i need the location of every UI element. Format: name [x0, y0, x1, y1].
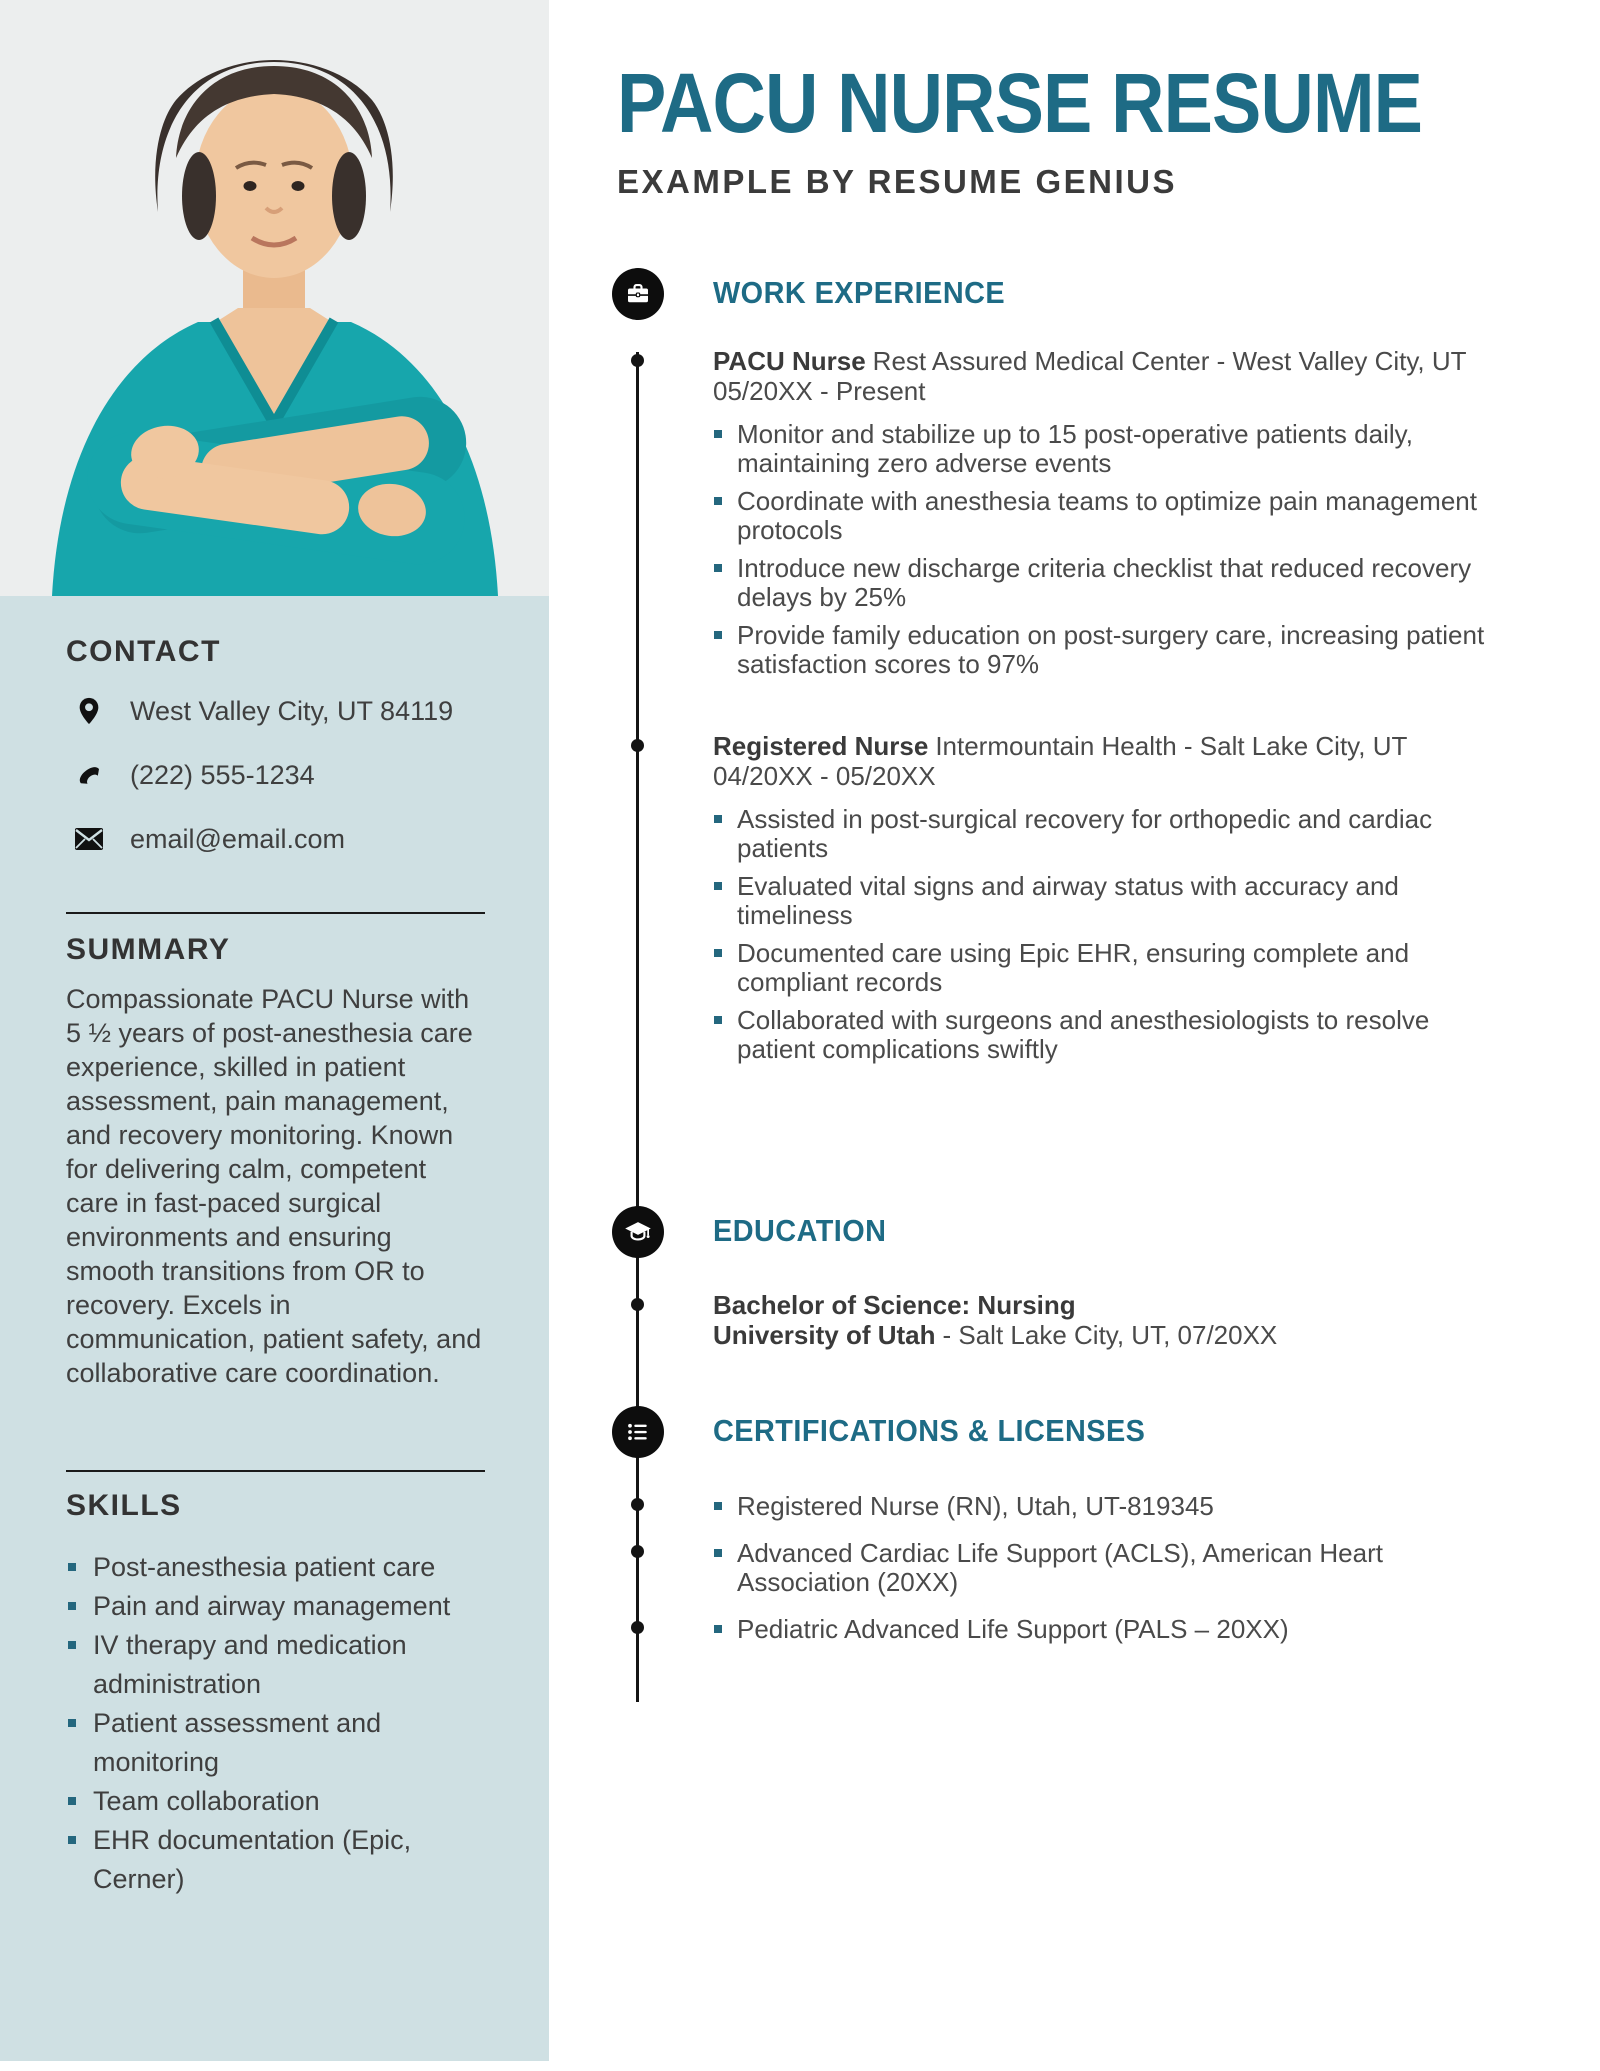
- summary-text: Compassionate PACU Nurse with 5 ½ years of post-anesthesia care experience, skilled in patient assessment, pain management, and recovery monitoring. Known for delivering calm, competent care in fast-paced surgical environments and ensuring smooth transitions from OR to recovery. Excels in communication, patient safety, and collaborative care coordination.: [66, 984, 482, 1388]
- profile-photo: [0, 0, 549, 596]
- job-bullet: Collaborated with surgeons and anesthesiologists to resolve patient complications swiftly: [713, 1006, 1508, 1064]
- contact-row-email: [66, 822, 485, 856]
- job-bullet: Provide family education on post-surgery care, increasing patient satisfaction scores to 97%: [713, 621, 1508, 679]
- main-content: [549, 56, 1600, 1644]
- education-title: EDUCATION: [713, 1213, 887, 1249]
- skills-divider: [66, 1470, 485, 1472]
- sidebar: [0, 0, 549, 2061]
- contact-row-location: [66, 694, 485, 728]
- timeline-dot: [631, 1621, 644, 1634]
- job-bullet: Coordinate with anesthesia teams to optimize pain management protocols: [713, 487, 1508, 545]
- certification-item: [713, 1539, 1508, 1597]
- contact-location-text: West Valley City, UT 84119: [130, 695, 454, 726]
- skill-item: IV therapy and medication administration: [66, 1626, 485, 1704]
- email-icon: [74, 824, 104, 854]
- skills-list: [66, 1548, 485, 1899]
- work-experience-section: [713, 274, 1508, 1064]
- skill-item: EHR documentation (Epic, Cerner): [66, 1821, 485, 1899]
- job-bullet: Introduce new discharge criteria checklist that reduced recovery delays by 25%: [713, 554, 1508, 612]
- work-experience-header: [713, 274, 1508, 312]
- contact-email-text: email@email.com: [130, 823, 345, 854]
- job-bullet: Assisted in post-surgical recovery for orthopedic and cardiac patients: [713, 805, 1508, 863]
- education-school-line: [713, 1320, 1508, 1350]
- job-bullet: Evaluated vital signs and airway status with accuracy and timeliness: [713, 872, 1508, 930]
- location-pin-icon: [74, 696, 104, 726]
- job-title: PACU Nurse: [713, 346, 866, 377]
- job-bullet: Monitor and stabilize up to 15 post-operative patients daily, maintaining zero adverse events: [713, 420, 1508, 478]
- certifications-section: [713, 1412, 1508, 1644]
- certification-item: [713, 1615, 1508, 1644]
- education-section: [713, 1212, 1508, 1350]
- timeline-dot: [631, 1498, 644, 1511]
- skill-item: Pain and airway management: [66, 1587, 485, 1626]
- education-school: University of Utah: [713, 1320, 936, 1351]
- skill-item: Team collaboration: [66, 1782, 485, 1821]
- contact-phone-text: (222) 555-1234: [130, 759, 315, 790]
- certifications-list: [713, 1492, 1508, 1644]
- job-heading: [713, 346, 1508, 376]
- contact-row-phone: [66, 758, 485, 792]
- summary-heading: SUMMARY: [66, 933, 231, 966]
- job-title: Registered Nurse: [713, 731, 929, 762]
- education-school-detail: - Salt Lake City, UT, 07/20XX: [942, 1320, 1278, 1351]
- certifications-title: CERTIFICATIONS & LICENSES: [713, 1413, 1146, 1449]
- graduation-cap-icon: [612, 1206, 664, 1258]
- phone-icon: [74, 760, 104, 790]
- skill-item: Patient assessment and monitoring: [66, 1704, 485, 1782]
- sidebar-content: [0, 634, 549, 1899]
- job-heading: [713, 731, 1508, 761]
- skill-item: Post-anesthesia patient care: [66, 1548, 485, 1587]
- work-experience-title: WORK EXPERIENCE: [713, 275, 1006, 311]
- job-entry-pacu-nurse: [713, 346, 1508, 679]
- job-entry-registered-nurse: [713, 731, 1508, 1064]
- certifications-header: [713, 1412, 1508, 1450]
- nurse-portrait-illustration: [0, 0, 549, 596]
- main-column: [549, 0, 1600, 2071]
- page-title: PACU NURSE RESUME: [617, 56, 1423, 150]
- job-company: Intermountain Health - Salt Lake City, UT: [935, 731, 1408, 762]
- job-company: Rest Assured Medical Center - West Valley City, UT: [872, 346, 1467, 377]
- skills-heading: SKILLS: [66, 1489, 182, 1522]
- education-header: [713, 1212, 1508, 1250]
- job-dates: 05/20XX - Present: [713, 376, 926, 407]
- page-subtitle: EXAMPLE BY RESUME GENIUS: [617, 163, 1177, 201]
- contact-list: [66, 694, 485, 856]
- certification-item: [713, 1492, 1508, 1521]
- certification-text: Pediatric Advanced Life Support (PALS – 20XX): [737, 1614, 1289, 1645]
- summary-divider: [66, 912, 485, 914]
- list-icon: [612, 1406, 664, 1458]
- job-bullet-list: [713, 420, 1508, 679]
- job-dates: 04/20XX - 05/20XX: [713, 761, 936, 792]
- certification-text: Registered Nurse (RN), Utah, UT-819345: [737, 1491, 1214, 1522]
- education-entry: [713, 1290, 1508, 1350]
- certification-text: Advanced Cardiac Life Support (ACLS), American Heart Association (20XX): [737, 1538, 1383, 1598]
- job-bullet: Documented care using Epic EHR, ensuring complete and compliant records: [713, 939, 1508, 997]
- contact-heading: CONTACT: [66, 635, 221, 668]
- briefcase-icon: [612, 268, 664, 320]
- timeline-dot: [631, 1545, 644, 1558]
- job-bullet-list: [713, 805, 1508, 1064]
- education-degree: Bachelor of Science: Nursing: [713, 1290, 1076, 1321]
